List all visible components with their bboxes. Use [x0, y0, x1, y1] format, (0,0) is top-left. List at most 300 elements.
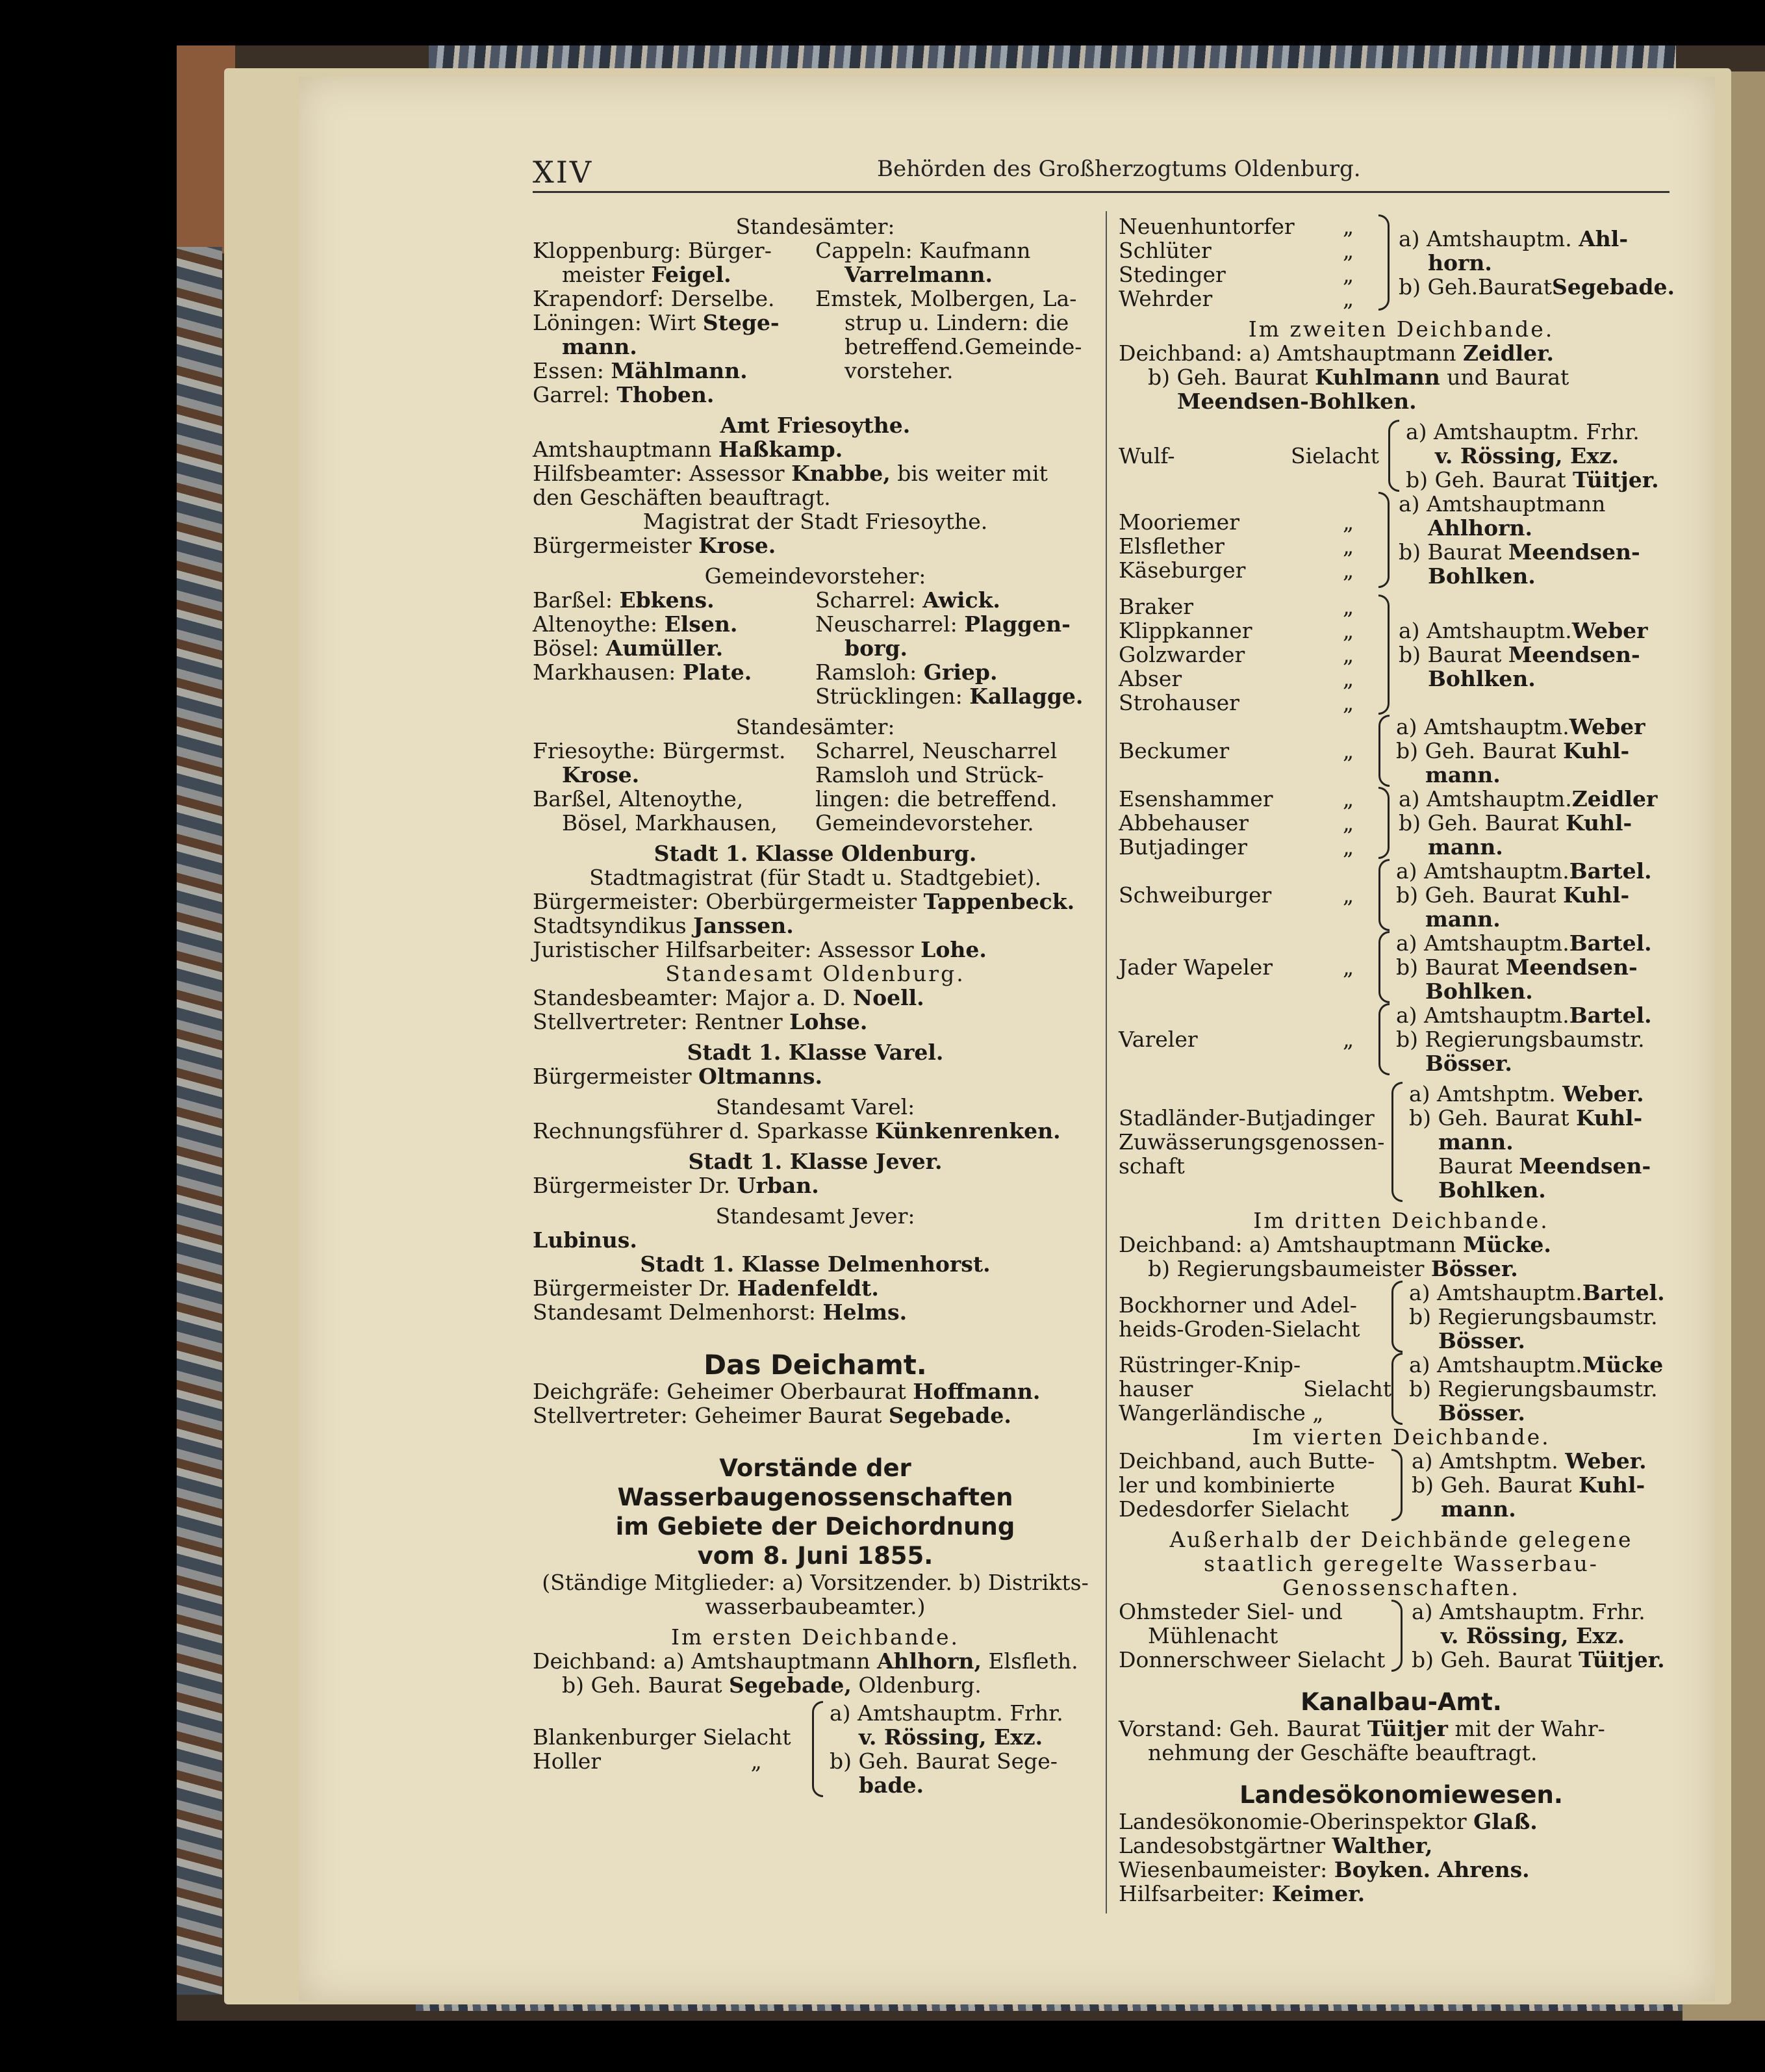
text: Baurat: [1438, 1153, 1519, 1179]
text: Barßel:: [533, 587, 620, 613]
name: Griep.: [923, 659, 998, 685]
name: Ahlhorn.: [1428, 515, 1533, 541]
text: Rüstringer-Knip-: [1119, 1352, 1301, 1377]
text: Deichband: a) Amtshauptmann: [1119, 340, 1463, 366]
text: strup u. Lindern: die: [844, 310, 1069, 335]
marbled-edge-left: [177, 247, 222, 1995]
text: Strücklingen:: [815, 684, 970, 709]
section-heading: Standesämter:: [735, 214, 895, 239]
name: Meendsen-: [1508, 539, 1640, 565]
name: v. Rössing, Exz.: [859, 1724, 1043, 1750]
sielacht-group: [1119, 859, 1684, 931]
name: mann.: [562, 334, 637, 359]
text: „: [1343, 666, 1354, 691]
text: Strohauser: [1119, 690, 1239, 715]
column-divider: [1106, 211, 1107, 1913]
name: Kuhlmann: [1315, 365, 1440, 390]
section-heading: Stadt 1. Klasse Jever.: [688, 1149, 943, 1174]
text: „: [1343, 1027, 1354, 1052]
name: Bohlken.: [1428, 563, 1536, 589]
text: Esenshammer: [1119, 786, 1273, 812]
text: Standesbeamter: Major a. D.: [533, 985, 853, 1010]
text: „: [1343, 690, 1354, 715]
text: b) Baurat: [1399, 539, 1508, 565]
name: mann.: [1428, 834, 1503, 860]
text: b) Geh. Baurat: [1148, 365, 1315, 390]
brace: [1378, 492, 1390, 588]
text: den Geschäften beauftragt.: [533, 485, 831, 510]
name: Weber.: [1565, 1448, 1647, 1474]
name: Bartel.: [1582, 1280, 1665, 1305]
text: „: [1312, 1400, 1324, 1426]
sielacht-group: [1119, 420, 1684, 492]
name: Knabbe,: [791, 461, 891, 486]
section-heading: Im dritten Deichbande.: [1253, 1208, 1549, 1233]
text: a) Amtshauptm.: [1409, 1280, 1582, 1305]
text: Sielacht: [1291, 443, 1379, 468]
text: Neuscharrel:: [815, 611, 965, 637]
name: Stege-: [702, 310, 780, 335]
name: v. Rössing, Exz.: [1441, 1623, 1625, 1648]
brace: [1378, 715, 1390, 787]
name: Ahrens.: [1437, 1857, 1530, 1882]
name: Feigel.: [651, 262, 731, 287]
text: Rechnungsführer d. Sparkasse: [533, 1118, 876, 1144]
text: Löningen: Wirt: [533, 310, 703, 335]
sielacht-group: [1119, 1353, 1684, 1425]
text: „: [1343, 262, 1354, 287]
text: Hilfsarbeiter:: [1119, 1881, 1272, 1906]
section-heading: staatlich geregelte Wasserbau-: [1204, 1551, 1599, 1576]
text: Dedesdorfer Sielacht: [1119, 1496, 1349, 1522]
text: „: [1343, 214, 1354, 239]
name: Glaß.: [1473, 1809, 1538, 1834]
text: Klippkanner: [1119, 618, 1252, 643]
text: Elsflether: [1119, 533, 1225, 559]
name: Walther,: [1332, 1833, 1433, 1858]
brace: [1378, 1003, 1390, 1075]
text: Standesamt Delmenhorst:: [533, 1299, 823, 1325]
text: Oldenburg.: [851, 1672, 982, 1698]
name: Tappenbeck.: [923, 889, 1075, 914]
brace: [1388, 420, 1399, 492]
text: a) Amtshauptm.: [1409, 1352, 1582, 1377]
name: Segebade.: [1552, 274, 1675, 300]
text: b) Geh. Baurat Sege-: [830, 1748, 1058, 1774]
name: Bösser.: [1438, 1328, 1525, 1353]
name: Oltmanns.: [698, 1064, 822, 1089]
text: a) Amtshauptm.: [1399, 618, 1572, 643]
text: Mühlenacht: [1148, 1623, 1278, 1648]
name: Elsen.: [664, 611, 738, 637]
text: b) Geh. Baurat: [1396, 738, 1563, 763]
text: „: [1343, 509, 1354, 535]
section-heading: Standesamt Jever:: [715, 1203, 915, 1229]
brace: [1378, 859, 1390, 931]
sielacht-group: [533, 1701, 1098, 1797]
sielacht-group: [1119, 1281, 1684, 1353]
name: Tüitjer.: [1573, 467, 1659, 492]
text: Juristischer Hilfsarbeiter: Assessor: [533, 937, 921, 962]
standesaemter-friesoythe: [533, 739, 1098, 835]
brace: [1391, 1353, 1403, 1425]
text: Bösel, Markhausen,: [562, 810, 778, 836]
section-heading: vom 8. Juni 1855.: [697, 1542, 933, 1570]
text: bis weiter mit: [890, 461, 1048, 486]
name: Kuhl-: [1563, 882, 1630, 908]
section-heading: Standesamt Oldenburg.: [665, 961, 965, 986]
text: Wangerländische: [1119, 1400, 1306, 1426]
text: Zuwässerungsgenossen-: [1119, 1129, 1385, 1155]
text: Neuenhuntorfer: [1119, 214, 1295, 239]
text: Friesoythe: Bürgermst.: [533, 738, 786, 763]
text: Wehrder: [1119, 286, 1213, 311]
text: Bösel:: [533, 635, 606, 661]
text: heids-Groden-Sielacht: [1119, 1316, 1360, 1342]
name: Thoben.: [616, 382, 715, 407]
text: „: [750, 1748, 762, 1774]
text: mit der Wahr-: [1447, 1716, 1605, 1741]
text: Sielacht: [1303, 1376, 1391, 1401]
text: a) Amtshauptm.: [1396, 858, 1569, 884]
name: Tüitjer: [1367, 1716, 1448, 1741]
name: Lohse.: [789, 1009, 868, 1034]
text: Essen:: [533, 358, 611, 383]
section-heading: Das Deichamt.: [704, 1349, 927, 1381]
name: Kallagge.: [969, 684, 1084, 709]
section-heading: Stadt 1. Klasse Oldenburg.: [654, 841, 977, 866]
name: Meendsen-: [1505, 954, 1638, 980]
text: Landesökonomie-Oberinspektor: [1119, 1809, 1474, 1834]
text: „: [1343, 238, 1354, 263]
text: Braker: [1119, 594, 1194, 619]
name: Weber: [1571, 618, 1648, 643]
text: a) Amtshptm.: [1409, 1081, 1563, 1106]
text: Garrel:: [533, 382, 617, 407]
text: Jader Wapeler: [1119, 954, 1273, 980]
name: Bösser.: [1430, 1256, 1518, 1281]
text: Deichgräfe: Geheimer Oberbaurat: [533, 1379, 913, 1404]
name: Kuhl-: [1566, 810, 1632, 836]
name: Aumüller.: [605, 635, 724, 661]
text: Ramsloh und Strück-: [815, 762, 1044, 787]
name: bade.: [859, 1772, 924, 1798]
name: Helms.: [822, 1299, 908, 1325]
text: Beckumer: [1119, 738, 1230, 763]
section-heading: Gemeindevorsteher:: [704, 563, 926, 589]
name: Keimer.: [1271, 1881, 1365, 1906]
brace: [1378, 214, 1390, 311]
text: Stadtmagistrat (für Stadt u. Stadtgebiet).: [589, 865, 1041, 890]
brace: [812, 1701, 823, 1797]
section-heading: Standesamt Varel:: [715, 1094, 915, 1119]
text: Golzwarder: [1119, 642, 1245, 667]
text: Abser: [1119, 666, 1182, 691]
text: Stellvertreter: Geheimer Baurat: [533, 1403, 889, 1428]
page-number: XIV: [533, 155, 594, 190]
text: a) Amtshauptmann: [1399, 491, 1606, 517]
text: a) Amtshauptm.: [1399, 225, 1579, 251]
text: Stadländer-Butjadinger: [1119, 1105, 1375, 1131]
name: Kuhl-: [1576, 1105, 1643, 1131]
text: „: [1343, 618, 1354, 643]
section-heading: Vorstände der Wasserbaugenossenschaften: [617, 1454, 1013, 1511]
text: b) Geh.Baurat: [1399, 274, 1553, 300]
text: „: [1343, 286, 1354, 311]
text: „: [1343, 594, 1354, 619]
text: Gemeindevorsteher.: [815, 810, 1034, 836]
name: mann.: [1425, 906, 1501, 932]
name: Bohlken.: [1438, 1177, 1546, 1203]
text: b) Geh. Baurat: [1406, 467, 1573, 492]
brace: [1391, 1281, 1403, 1353]
text: a) Amtshauptm. Frhr.: [830, 1700, 1063, 1726]
running-title: Behörden des Großherzogtums Oldenburg.: [877, 156, 1361, 182]
right-column: [1119, 214, 1684, 1906]
text: Deichband: a) Amtshauptmann: [1119, 1232, 1463, 1257]
name: Bösser.: [1425, 1051, 1512, 1076]
name: Noell.: [852, 985, 924, 1010]
name: Krose.: [562, 762, 640, 787]
standesaemter-list: [533, 238, 1098, 407]
name: Janssen.: [693, 913, 794, 938]
text: lingen: die betreffend.: [815, 786, 1058, 812]
name: Ebkens.: [619, 587, 715, 613]
name: Zeidler: [1571, 786, 1658, 812]
text: Butjadinger: [1119, 834, 1248, 860]
text: Bürgermeister: [533, 533, 699, 558]
text: Donnerschweer Sielacht: [1119, 1647, 1386, 1672]
text: Kloppenburg: Bürger-: [533, 238, 772, 263]
text: Altenoythe:: [533, 611, 665, 637]
name: Hoffmann.: [913, 1379, 1041, 1404]
section-heading: Landesökonomiewesen.: [1239, 1781, 1563, 1809]
text: „: [1343, 882, 1354, 908]
text: „: [1343, 642, 1354, 667]
section-heading: Außerhalb der Deichbände gelegene: [1169, 1527, 1633, 1552]
name: mann.: [1441, 1496, 1516, 1522]
name: Bohlken.: [1425, 978, 1533, 1004]
text: Magistrat der Stadt Friesoythe.: [642, 509, 988, 534]
brace: [1391, 1449, 1403, 1521]
name: Ahlhorn,: [876, 1648, 982, 1674]
text: ler und kombinierte: [1119, 1472, 1336, 1498]
text: Ramsloh:: [815, 659, 924, 685]
text: Stedinger: [1119, 262, 1226, 287]
gemeindevorsteher-list: [533, 588, 1098, 708]
text: Bockhorner und Adel-: [1119, 1292, 1357, 1318]
name: Tüitjer.: [1579, 1647, 1665, 1672]
name: Lohe.: [921, 937, 987, 962]
name: Lubinus.: [533, 1227, 637, 1253]
text: Scharrel:: [815, 587, 923, 613]
text: „: [1343, 810, 1354, 836]
text: Emstek, Molbergen, La-: [815, 286, 1077, 311]
name: Bartel.: [1569, 1003, 1652, 1028]
name: Weber: [1569, 714, 1645, 739]
name: Segebade,: [729, 1672, 852, 1698]
sielacht-group: [1119, 492, 1684, 588]
text: „: [1343, 738, 1354, 763]
text: nehmung der Geschäfte beauftragt.: [1148, 1740, 1538, 1765]
section-heading: Kanalbau-Amt.: [1301, 1688, 1502, 1716]
name: Krose.: [698, 533, 776, 558]
text: betreffend.Gemeinde-: [844, 334, 1082, 359]
text: a) Amtshptm.: [1412, 1448, 1566, 1474]
text: Deichband: a) Amtshauptmann: [533, 1648, 877, 1674]
text: a) Amtshauptm.: [1396, 1003, 1569, 1028]
section-heading: Stadt 1. Klasse Delmenhorst.: [640, 1251, 991, 1277]
text: und Baurat: [1440, 365, 1569, 390]
text: schaft: [1119, 1153, 1185, 1179]
text: vorsteher.: [844, 358, 954, 383]
name: mann.: [1425, 762, 1501, 787]
section-heading: Amt Friesoythe.: [720, 413, 911, 438]
name: Plaggen-: [964, 611, 1071, 637]
name: borg.: [844, 635, 908, 661]
brace: [1378, 787, 1390, 859]
text: b) Regierungsbaumeister: [1148, 1256, 1431, 1281]
text: Vorstand: Geh. Baurat: [1119, 1716, 1367, 1741]
text: hauser: [1119, 1376, 1193, 1401]
text: Krapendorf: Derselbe.: [533, 286, 775, 311]
text: wasserbaubeamter.): [705, 1594, 926, 1619]
text: Elsfleth.: [981, 1648, 1078, 1674]
text: b) Geh. Baurat: [1399, 810, 1566, 836]
brace: [1378, 931, 1390, 1003]
text: „: [1343, 557, 1354, 583]
name: Zeidler.: [1462, 340, 1555, 366]
text: Bürgermeister Dr.: [533, 1173, 737, 1198]
name: horn.: [1428, 249, 1492, 275]
name: Ahl-: [1579, 225, 1629, 251]
text: Cappeln: Kaufmann: [815, 238, 1031, 263]
sielacht-group: [1119, 787, 1684, 859]
text: b) Regierungsbaumstr.: [1409, 1304, 1658, 1329]
page-header: [533, 151, 1670, 193]
text: a) Amtshauptm. Frhr.: [1406, 419, 1640, 444]
text: (Ständige Mitglieder: a) Vorsitzender. b) Distrikts-: [542, 1570, 1089, 1595]
text: Vareler: [1119, 1027, 1198, 1052]
text: a) Amtshauptm.: [1396, 714, 1569, 739]
sielacht-group: [1119, 715, 1684, 787]
text: a) Amtshauptm. Frhr.: [1412, 1599, 1645, 1624]
text: Amtshauptmann: [533, 437, 718, 462]
name: Bösser.: [1438, 1400, 1525, 1426]
brace: [1378, 595, 1390, 715]
text: Bürgermeister: [533, 1064, 699, 1089]
text: Markhausen:: [533, 659, 683, 685]
section-heading: Genossenschaften.: [1282, 1575, 1520, 1600]
text: b) Regierungsbaumstr.: [1396, 1027, 1645, 1052]
sielacht-group: [1119, 595, 1684, 715]
text: Ohmsteder Siel- und: [1119, 1599, 1343, 1624]
section-heading: Standesämter:: [735, 714, 895, 739]
sielacht-group: [1119, 214, 1684, 311]
brace: [1391, 1600, 1403, 1672]
name: Meendsen-: [1508, 642, 1640, 667]
text: Scharrel, Neuscharrel: [815, 738, 1058, 763]
text: meister: [562, 262, 652, 287]
name: Bohlken.: [1428, 666, 1536, 691]
text: b) Regierungsbaumstr.: [1409, 1376, 1658, 1401]
section-heading: Im ersten Deichbande.: [670, 1624, 960, 1650]
sielacht-group: [1119, 1449, 1684, 1521]
sielacht-group: [1119, 931, 1684, 1003]
text: Käseburger: [1119, 557, 1246, 583]
name: Weber.: [1562, 1081, 1644, 1106]
name: mann.: [1438, 1129, 1514, 1155]
text: „: [1343, 954, 1354, 980]
sielacht-group: [1119, 1003, 1684, 1075]
name: Urban.: [737, 1173, 819, 1198]
text: Wiesenbaumeister:: [1119, 1857, 1334, 1882]
text: Landesobstgärtner: [1119, 1833, 1332, 1858]
section-heading: Im vierten Deichbande.: [1252, 1424, 1551, 1450]
text: Bürgermeister Dr.: [533, 1275, 737, 1301]
name: Boyken.: [1334, 1857, 1431, 1882]
text: Blankenburger Sielacht: [533, 1724, 791, 1750]
name: Mählmann.: [611, 358, 748, 383]
text: Schlüter: [1119, 238, 1212, 263]
text: Hilfsbeamter: Assessor: [533, 461, 792, 486]
text: Stellvertreter: Rentner: [533, 1009, 790, 1034]
name: v. Rössing, Exz.: [1435, 443, 1619, 468]
left-column: [533, 214, 1098, 1797]
text: Abbehauser: [1119, 810, 1249, 836]
text: a) Amtshauptm.: [1396, 930, 1569, 956]
text: Wulf-: [1119, 443, 1175, 468]
name: Segebade.: [888, 1403, 1011, 1428]
text: a) Amtshauptm.: [1399, 786, 1572, 812]
text: Deichband, auch Butte-: [1119, 1448, 1375, 1474]
name: Kuhl-: [1563, 738, 1630, 763]
text: Mooriemer: [1119, 509, 1239, 535]
text: b) Geh. Baurat: [1396, 882, 1563, 908]
name: Kuhl-: [1579, 1472, 1645, 1498]
name: Mücke.: [1462, 1232, 1551, 1257]
text: b) Baurat: [1399, 642, 1508, 667]
text: Holler: [533, 1748, 602, 1774]
text: b) Geh. Baurat: [1409, 1105, 1576, 1131]
name: Plate.: [682, 659, 752, 685]
text: Bürgermeister: Oberbürgermeister: [533, 889, 924, 914]
text: Barßel, Altenoythe,: [533, 786, 744, 812]
text: b) Geh. Baurat: [562, 1672, 729, 1698]
section-heading: Im zweiten Deichbande.: [1248, 316, 1555, 342]
sielacht-group: [1119, 1082, 1684, 1202]
section-heading: Stadt 1. Klasse Varel.: [687, 1040, 944, 1065]
sielacht-group: [1119, 1600, 1684, 1672]
text: Schweiburger: [1119, 882, 1272, 908]
text: „: [1343, 834, 1354, 860]
name: Varrelmann.: [844, 262, 993, 287]
section-heading: im Gebiete der Deichordnung: [615, 1513, 1015, 1541]
name: Mücke: [1582, 1352, 1664, 1377]
name: Meendsen-Bohlken.: [1177, 389, 1417, 414]
name: Meendsen-: [1519, 1153, 1651, 1179]
text: „: [1343, 786, 1354, 812]
name: Hadenfeldt.: [737, 1275, 879, 1301]
name: Haßkamp.: [718, 437, 843, 462]
name: Bartel.: [1569, 858, 1652, 884]
text: Stadtsyndikus: [533, 913, 694, 938]
brace: [1391, 1082, 1403, 1202]
text: b) Geh. Baurat: [1412, 1472, 1579, 1498]
name: Künkenrenken.: [875, 1118, 1061, 1144]
name: Awick.: [922, 587, 1000, 613]
name: Bartel.: [1569, 930, 1652, 956]
